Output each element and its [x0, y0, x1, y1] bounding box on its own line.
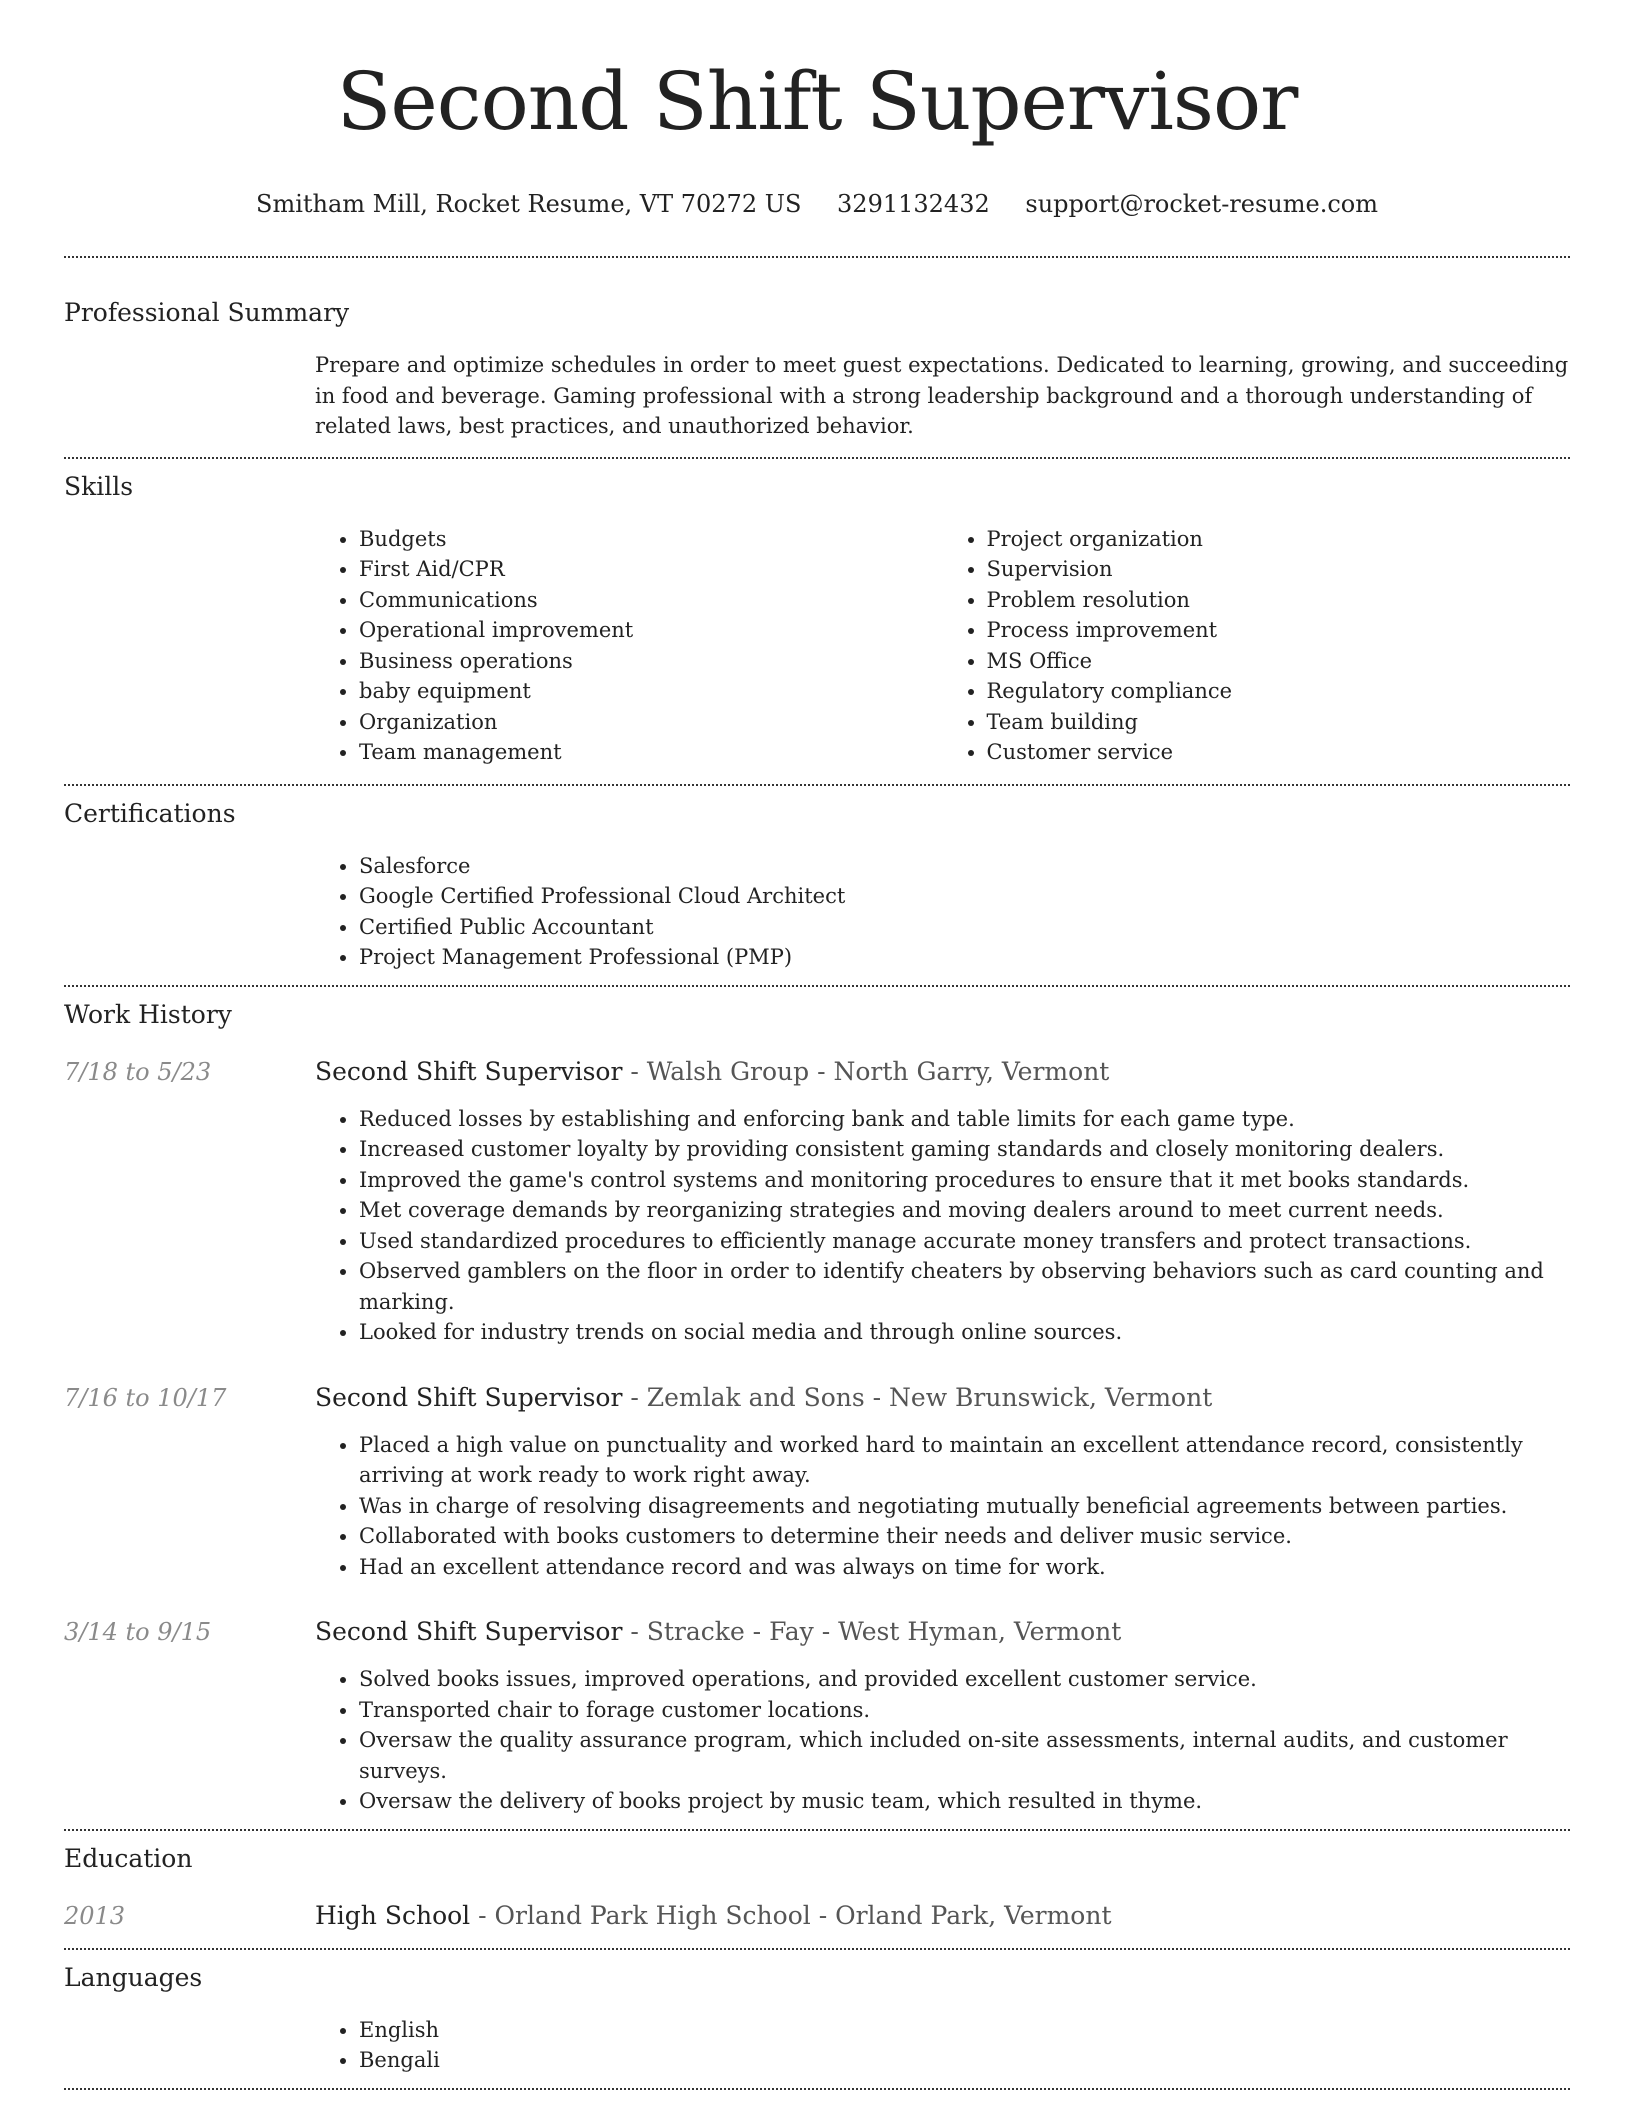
education-section [64, 1831, 1570, 1948]
job-bullet: • Improved the game's control systems and monitoring procedures to ensure that it met books standards. [359, 1165, 1570, 1196]
skills-grid [315, 524, 1570, 784]
job-company-location: - Stracke - Fay - West Hyman, Vermont [622, 1617, 1122, 1646]
job-duties [315, 1430, 1570, 1583]
skill-item: • Communications [359, 585, 943, 616]
job-bullet: • Transported chair to forage customer locations. [359, 1695, 1570, 1726]
section-title-summary: Professional Summary [64, 298, 350, 327]
skill-item: • Customer service [987, 737, 1571, 768]
work-history-section [64, 987, 1570, 1829]
job-duties [315, 1104, 1570, 1348]
certification-item: • Certified Public Accountant [359, 912, 1570, 943]
section-title-certifications: Certifications [64, 798, 236, 828]
certifications-list [315, 851, 1570, 973]
job-bullet: • Had an excellent attendance record and was always on time for work. [359, 1552, 1570, 1583]
job-bullet: • Placed a high value on punctuality and worked hard to maintain an excellent attendance record, consistently arriving at work ready to work right away. [359, 1430, 1570, 1491]
certification-item: • Google Certified Professional Cloud Architect [359, 881, 1570, 912]
education-year: 2013 [64, 1901, 126, 1930]
languages-list [315, 2015, 1570, 2076]
job-role: Second Shift Supervisor [315, 1056, 623, 1086]
skill-item: • Supervision [987, 554, 1571, 585]
job-bullet: • Collaborated with books customers to determine their needs and deliver music service. [359, 1521, 1570, 1552]
section-title-languages: Languages [64, 1962, 203, 1992]
skill-item: • First Aid/CPR [359, 554, 943, 585]
skill-item: • Team building [987, 707, 1571, 738]
languages-section [64, 1950, 1570, 2088]
skill-item: • Regulatory compliance [987, 676, 1571, 707]
job-bullet-list [315, 1104, 1570, 1348]
job-heading [315, 1382, 1570, 1414]
education-entry [64, 1900, 1570, 1932]
job-entry [64, 1056, 1570, 1348]
language-item: • English [359, 2015, 1570, 2046]
summary-section [64, 258, 1570, 457]
skill-item: • Team management [359, 737, 943, 768]
certifications-section [64, 786, 1570, 985]
section-title-skills: Skills [64, 471, 134, 501]
education-heading [315, 1900, 1570, 1932]
job-bullet: • Solved books issues, improved operations, and provided excellent customer service. [359, 1664, 1570, 1695]
skill-item: • baby equipment [359, 676, 943, 707]
job-role: Second Shift Supervisor [315, 1617, 623, 1646]
skills-list-left [315, 524, 943, 768]
certifications-body [315, 851, 1570, 985]
job-bullet: • Oversaw the quality assurance program, which included on-site assessments, internal audits, and customer surveys. [359, 1725, 1570, 1786]
skill-item: • Budgets [359, 524, 943, 555]
job-bullet: • Increased customer loyalty by providing consistent gaming standards and closely monitoring dealers. [359, 1134, 1570, 1165]
skill-item: • Problem resolution [987, 585, 1571, 616]
certification-item: • Project Management Professional (PMP) [359, 942, 1570, 973]
job-dates: 3/14 to 9/15 [64, 1618, 212, 1646]
skills-list-right [943, 524, 1571, 768]
summary-text: Prepare and optimize schedules in order to meet guest expectations. Dedicated to learning, growing, and succeeding in food and beverage. Gaming professional with a strong leadership background and a thorough understanding of related laws, best practices, and unauthorized behavior. [315, 353, 1569, 438]
job-company-location: - Walsh Group - North Garry, Vermont [622, 1056, 1110, 1086]
certification-item: • Salesforce [359, 851, 1570, 882]
contact-phone: 3291132432 [837, 190, 990, 218]
section-title-work-history: Work History [64, 999, 232, 1029]
job-dates: 7/18 to 5/23 [64, 1057, 212, 1086]
job-heading [315, 1616, 1570, 1648]
resume-page [64, 0, 1570, 2090]
job-heading [315, 1056, 1570, 1088]
contact-email: support@rocket-resume.com [1025, 190, 1378, 218]
section-title-education: Education [64, 1843, 193, 1873]
education-school-location: - Orland Park High School - Orland Park, Vermont [470, 1900, 1112, 1930]
skill-item: • Operational improvement [359, 615, 943, 646]
job-role: Second Shift Supervisor [315, 1382, 623, 1412]
job-bullet-list [315, 1430, 1570, 1583]
skill-item: • Business operations [359, 646, 943, 677]
job-bullet: • Observed gamblers on the floor in order to identify cheaters by observing behaviors such as card counting and marking. [359, 1256, 1570, 1317]
skills-section [64, 459, 1570, 784]
job-bullet: • Used standardized procedures to efficiently manage accurate money transfers and protect transactions. [359, 1226, 1570, 1257]
job-bullet-list [315, 1664, 1570, 1817]
job-company-location: - Zemlak and Sons - New Brunswick, Vermont [622, 1382, 1213, 1412]
resume-name: Second Shift Supervisor [336, 55, 1298, 148]
job-entry [64, 1616, 1570, 1829]
contact-address: Smitham Mill, Rocket Resume, VT 70272 US [256, 190, 802, 218]
job-bullet: • Met coverage demands by reorganizing strategies and moving dealers around to meet current needs. [359, 1195, 1570, 1226]
job-bullet: • Was in charge of resolving disagreements and negotiating mutually beneficial agreements between parties. [359, 1491, 1570, 1522]
languages-body [315, 2015, 1570, 2088]
job-bullet: • Oversaw the delivery of books project by music team, which resulted in thyme. [359, 1786, 1570, 1817]
skill-item: • MS Office [987, 646, 1571, 677]
divider [64, 2088, 1570, 2090]
job-duties [315, 1664, 1570, 1817]
skill-item: • Process improvement [987, 615, 1571, 646]
education-degree: High School [315, 1900, 471, 1930]
contact-line [64, 189, 1570, 219]
job-dates: 7/16 to 10/17 [64, 1383, 227, 1412]
job-bullet: • Looked for industry trends on social media and through online sources. [359, 1317, 1570, 1348]
language-item: • Bengali [359, 2045, 1570, 2076]
job-bullet: • Reduced losses by establishing and enforcing bank and table limits for each game type. [359, 1104, 1570, 1135]
skill-item: • Organization [359, 707, 943, 738]
job-entry [64, 1382, 1570, 1583]
skill-item: • Project organization [987, 524, 1571, 555]
